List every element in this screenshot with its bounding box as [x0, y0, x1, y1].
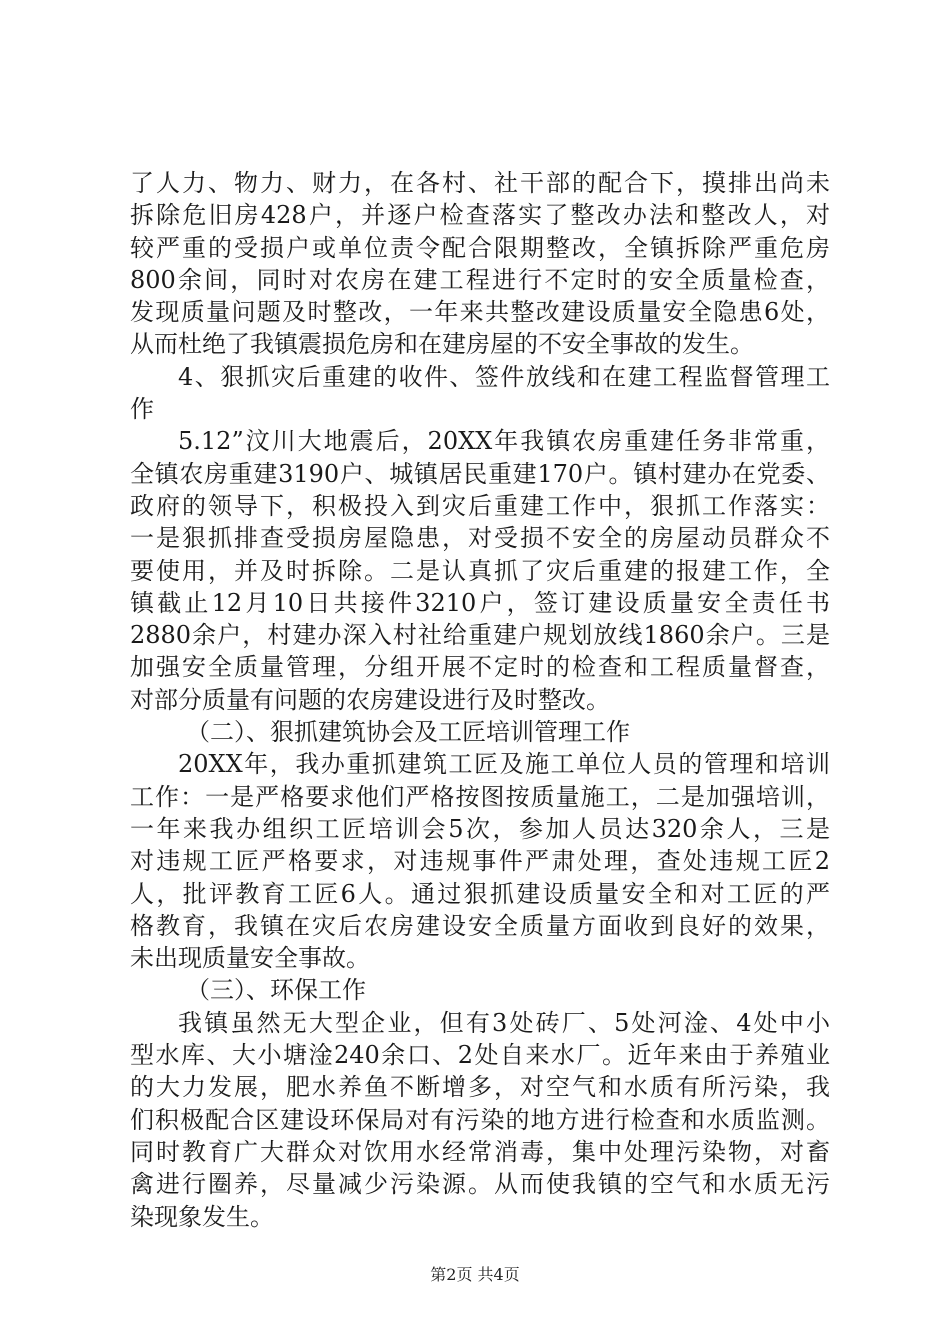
- body-text-line: 未出现质量安全事故。: [130, 944, 370, 973]
- body-text-line: 5.12”汶川大地震后，20XX年我镇农房重建任务非常重，: [178, 427, 830, 456]
- body-text-line: 我镇虽然无大型企业，但有3处砖厂、5处河淦、4处中小: [178, 1008, 830, 1037]
- body-text-line: 一年来我办组织工匠培训会5次，参加人员达320余人，三是: [130, 814, 830, 843]
- body-text-line: 工作：一是严格要求他们严格按图按质量施工，二是加强培训，: [130, 782, 830, 811]
- body-text-line: 拆除危旧房428户，并逐户检查落实了整改办法和整改人，对: [130, 201, 830, 230]
- page-footer: [0, 1265, 950, 1285]
- body-text-line: 要使用，并及时拆除。二是认真抓了灾后重建的报建工作，全: [130, 556, 830, 585]
- body-text-line: 染现象发生。: [130, 1202, 274, 1231]
- body-text-line: 对违规工匠严格要求，对违规事件严肃处理，查处违规工匠2: [130, 847, 830, 876]
- body-text-line: 全镇农房重建3190户、城镇居民重建170户。镇村建办在党委、: [130, 459, 830, 488]
- body-text-line: 发现质量问题及时整改，一年来共整改建设质量安全隐患6处，: [130, 298, 830, 327]
- section-heading-line: 4、狠抓灾后重建的收件、签件放线和在建工程监督管理工: [178, 362, 830, 391]
- body-text-line: 了人力、物力、财力，在各村、社干部的配合下，摸排出尚未: [130, 169, 830, 197]
- body-text-line: 们积极配合区建设环保局对有污染的地方进行检查和水质监测。: [130, 1105, 830, 1134]
- body-text-line: 对部分质量有问题的农房建设进行及时整改。: [130, 685, 610, 714]
- section-heading-line: 作: [130, 395, 154, 424]
- body-text-line: 政府的领导下，积极投入到灾后重建工作中，狠抓工作落实：: [130, 491, 830, 520]
- body-text-line: 格教育，我镇在灾后农房建设安全质量方面收到良好的效果，: [130, 911, 830, 940]
- body-text-line: 一是狠抓排查受损房屋隐患，对受损不安全的房屋动员群众不: [130, 524, 830, 553]
- body-text-line: 禽进行圈养，尽量减少污染源。从而使我镇的空气和水质无污: [130, 1170, 830, 1199]
- body-text-line: 较严重的受损户或单位责令配合限期整改，全镇拆除严重危房: [130, 233, 830, 262]
- body-text-line: 镇截止12月10日共接件3210户，签订建设质量安全责任书: [130, 588, 830, 617]
- body-text-line: 同时教育广大群众对饮用水经常消毒，集中处理污染物，对畜: [130, 1137, 830, 1166]
- body-text-line: 800余间，同时对农房在建工程进行不定时的安全质量检查，: [130, 265, 830, 294]
- body-text-line: 型水库、大小塘淦240余口、2处自来水厂。近年来由于养殖业: [130, 1041, 830, 1070]
- body-text-line: 加强安全质量管理，分组开展不定时的检查和工程质量督查，: [130, 653, 830, 682]
- document-body: [130, 167, 830, 1233]
- body-text-line: 人，批评教育工匠6人。通过狠抓建设质量安全和对工匠的严: [130, 879, 830, 908]
- section-heading-line: （二）、狠抓建筑协会及工匠培训管理工作: [186, 718, 630, 747]
- section-heading-line: （三）、环保工作: [186, 976, 366, 1005]
- body-text-line: 2880余户，村建办深入村社给重建户规划放线1860余户。三是: [130, 621, 830, 650]
- body-text-line: 从而杜绝了我镇震损危房和在建房屋的不安全事故的发生。: [130, 330, 754, 359]
- body-text-line: 20XX年，我办重抓建筑工匠及施工单位人员的管理和培训: [178, 750, 830, 779]
- page-number-label: 第2页 共4页: [430, 1265, 520, 1284]
- body-text-line: 的大力发展，肥水养鱼不断增多，对空气和水质有所污染，我: [130, 1073, 830, 1102]
